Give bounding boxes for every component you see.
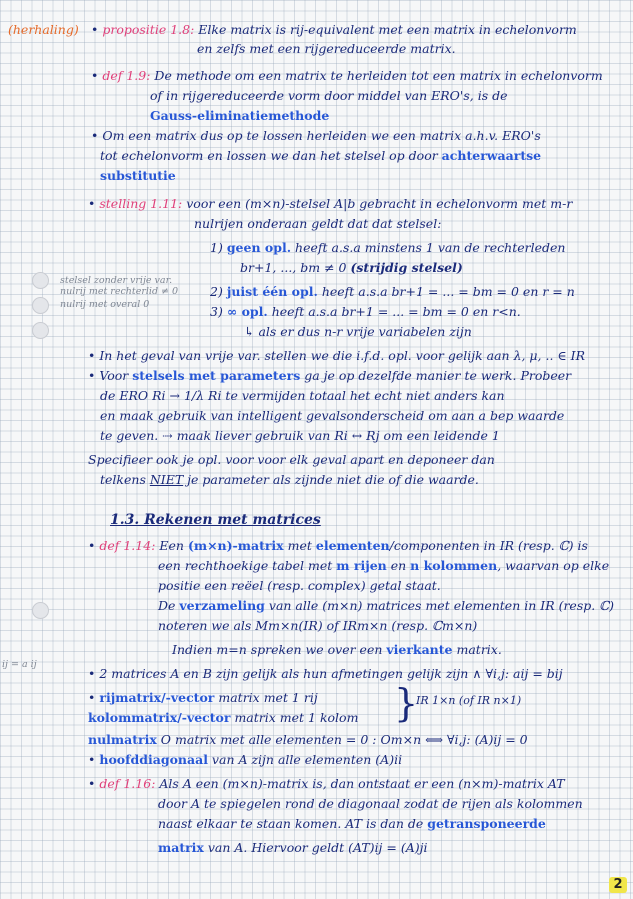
binder-hole [32,322,49,339]
note-text: met [283,538,316,553]
note-text: • [91,22,103,37]
note-text: m [430,304,443,319]
side-formula: IR 1×n (of IR n×1) [416,694,522,707]
note-text: = 0 en r<n. [442,304,521,319]
note-text: matrix met 1 rij [214,690,318,705]
note-text: ↔ R [347,428,376,443]
note-text: hoofddiagonaal [99,752,208,767]
note-text: naast elkaar te staan komen. A [158,816,354,831]
note-line [100,408,564,424]
margin-note: nulrij met overal 0 [60,299,150,310]
note-text: is dan de [362,816,428,831]
note-text: m×n [268,618,299,633]
note-text: nulmatrix [88,732,157,747]
note-text: te geven. ⇢ maak liever gebruik van R [100,428,344,443]
note-text: • In het geval van vrije var. stellen we die i.f.d. opl. voor gelijk aan λ, μ, .. ∈ IR [88,348,586,363]
note-text: def 1.9: [102,68,151,83]
note-text: geen opl. [226,240,292,255]
note-text: /componenten in IR (resp. ℂ) is [389,538,588,553]
note-text: of in rijgereduceerde vorm door middel van ERO's, is de [150,88,508,103]
note-text: noteren we als M [158,618,269,633]
note-text: m×n [357,618,388,633]
binder-hole [32,602,49,619]
binder-hole [32,297,49,314]
note-text: ∞ opl. [226,304,268,319]
note-text: matrix [158,840,204,855]
note-line [100,428,500,444]
note-line [88,666,563,682]
note-text: 1/λ [183,388,205,403]
note-text: nulrijen onderaan geldt dat dat stelsel: [194,216,442,231]
note-text: ⟺ ∀i,j: (A) [421,732,494,747]
note-text: ) [472,618,478,633]
note-text: voor een (m×n)-stelsel A|b gebracht in echelonvorm met m-r [182,196,573,211]
note-text: • [88,752,100,767]
note-text: te vermijden totaal het echt niet anders kan [221,388,505,403]
note-text: Indien m=n spreken we over een [172,642,387,657]
note-text: stelling 1.11: [99,196,183,211]
note-line [88,776,565,792]
note-text: 3) [210,304,227,319]
note-text: achterwaartse [441,148,542,163]
note-text: • [88,690,100,705]
note-line [88,732,528,748]
note-text: ) [369,840,375,855]
note-text: ii [394,752,403,767]
note-text: om een leidende 1 [379,428,500,443]
note-text: substitutie [100,168,176,183]
note-text: ij [520,666,529,681]
note-line [88,452,495,468]
note-text: 2) [210,284,227,299]
note-text: ga je op dezelfde manier te werk. Probeer [300,368,572,383]
note-text: getransponeerde [427,816,546,831]
note-line [158,816,546,832]
note-text: Als A een (m×n)-matrix is, dan ontstaat er een (n×m)-matrix A [155,776,557,791]
note-text: heeft a.s.a b [317,284,400,299]
note-text: (IR) of IR [298,618,358,633]
note-text: een rechthoekige tabel met [158,558,337,573]
note-line [244,324,472,340]
page-number: 2 [609,877,627,893]
note-text: , ..., b [272,260,309,275]
note-text: = ... = b [373,304,431,319]
note-text: i [161,388,166,403]
binder-hole [32,272,49,289]
margin-note: nulrij met rechterlid ≠ 0 [60,286,179,297]
note-line [88,368,571,384]
note-text: Elke matrix is rij-equivalent met een matrix in echelonvorm [194,22,577,37]
note-line [158,618,477,634]
header-tag: (herhaling) [8,22,79,37]
brace-right: } [394,681,419,725]
note-text: en maak gebruik van intelligent gevalsonderscheid om aan a bep waarde [100,408,565,423]
note-text: heeft a.s.a b [267,304,350,319]
note-text: = 0 en r = n [492,284,575,299]
note-text: 1.3. Rekenen met matrices [110,512,321,528]
note-text: (strijdig stelsel) [350,260,463,275]
note-text: i [217,388,222,403]
note-text: Gauss-eliminatiemethode [150,108,330,123]
note-line [158,558,609,574]
note-text: m×n [442,618,473,633]
note-text: stelsels met parameters [132,368,301,383]
note-text: • [88,196,100,211]
note-text: O matrix met alle elementen = 0 : O [156,732,391,747]
note-text: en [386,558,411,573]
note-text: tot echelonvorm en lossen we dan het stelsel op door [100,148,442,163]
note-text: van alle (m×n) matrices met elementen in IR (resp. ℂ) [264,598,615,613]
note-line [88,690,318,706]
note-line [150,108,329,124]
note-text: je parameter als zijnde niet die of die waarde. [183,472,479,487]
note-line [88,538,588,554]
note-line [210,304,521,320]
note-text: door A te spiegelen rond de diagonaal zodat de rijen als kolommen [158,796,583,811]
note-line [88,348,585,364]
note-text: ≠ 0 [320,260,351,275]
note-line [240,260,463,276]
note-text: • [88,538,100,553]
note-text: en zelfs met een rijgereduceerde matrix. [197,41,456,56]
note-text: T [556,776,565,791]
note-line [100,168,176,184]
note-text: → [165,388,184,403]
note-text: De [158,598,180,613]
note-line [158,796,583,812]
note-text: ↳ als er dus n-r vrije variabelen zijn [244,324,472,339]
note-text: , waarvan op elke [497,558,610,573]
note-text: ij [554,666,563,681]
note-text: m rijen [336,558,387,573]
note-text: b [240,260,249,275]
note-text: NIET [149,472,184,487]
note-text: verzameling [179,598,265,613]
note-text: 1) [210,240,227,255]
note-text: Specifieer ook je opl. voor voor elk geval apart en deponeer dan [88,452,495,467]
note-text: • [88,776,100,791]
note-line [210,240,565,256]
margin-note: stelsel zonder vrije var. [60,275,173,286]
note-text: kolommatrix/-vector [88,710,231,725]
note-text: r+1 [248,260,273,275]
note-text: de ERO R [100,388,162,403]
note-text: matrix met 1 kolom [230,710,359,725]
note-text: vierkante [386,642,453,657]
note-text: ji [419,840,428,855]
note-line [91,68,603,84]
note-text: i [343,428,348,443]
note-line [91,22,577,38]
note-text: T [353,816,362,831]
note-line [197,41,456,57]
note-text: positie een reëel (resp. complex) getal staat. [158,578,441,593]
note-text: = (A) [382,840,420,855]
note-line [110,512,321,528]
note-text: rijmatrix/-vector [99,690,215,705]
note-text: De methode om een matrix te herleiden tot een matrix in echelonvorm [150,68,603,83]
note-text: • [91,68,103,83]
note-text: m [308,260,321,275]
note-line [210,284,575,300]
margin-note: ij = a ij [2,659,37,670]
note-line [100,148,541,164]
note-line [150,88,507,104]
note-text: m×n [390,732,422,747]
note-text: • 2 matrices A en B zijn gelijk als hun afmetingen gelijk zijn ∧ ∀i,j: a [88,666,521,681]
note-text: van A zijn alle elementen (A) [207,752,395,767]
note-text: ij [493,732,502,747]
note-line [194,216,441,232]
note-text: • Voor [88,368,133,383]
note-line [91,128,541,144]
note-text: j [375,428,380,443]
note-text: m [480,284,493,299]
note-text: elementen [315,538,390,553]
note-text: • Om een matrix dus op te lossen herleiden we een matrix a.h.v. ERO's [91,128,541,143]
note-text: Een [155,538,188,553]
note-line [100,472,479,488]
note-text: n kolommen [410,558,498,573]
note-text: propositie 1.8: [102,22,195,37]
note-text: = ... = b [423,284,481,299]
note-text: r+1 [349,304,374,319]
note-line [88,752,402,768]
note-text: = 0 [501,732,528,747]
note-line [88,196,572,212]
note-text: matrix. [452,642,502,657]
note-text: telkens [100,472,150,487]
note-line [158,840,428,856]
note-text: R [204,388,218,403]
note-text: (m×n)-matrix [187,538,284,553]
note-text: = b [528,666,555,681]
note-text: def 1.16: [99,776,156,791]
note-line [158,598,614,614]
note-text: T [361,840,370,855]
note-text: juist één opl. [226,284,318,299]
note-text: r+1 [399,284,424,299]
note-text: heeft a.s.a minstens 1 van de rechterleden [291,240,566,255]
note-line [172,642,502,658]
note-text: ij [374,840,383,855]
note-line [88,710,358,726]
note-line [100,388,505,404]
note-text: (resp. ℂ [387,618,442,633]
note-text: def 1.14: [99,538,156,553]
note-line [158,578,441,594]
note-text: van A. Hiervoor geldt (A [203,840,362,855]
